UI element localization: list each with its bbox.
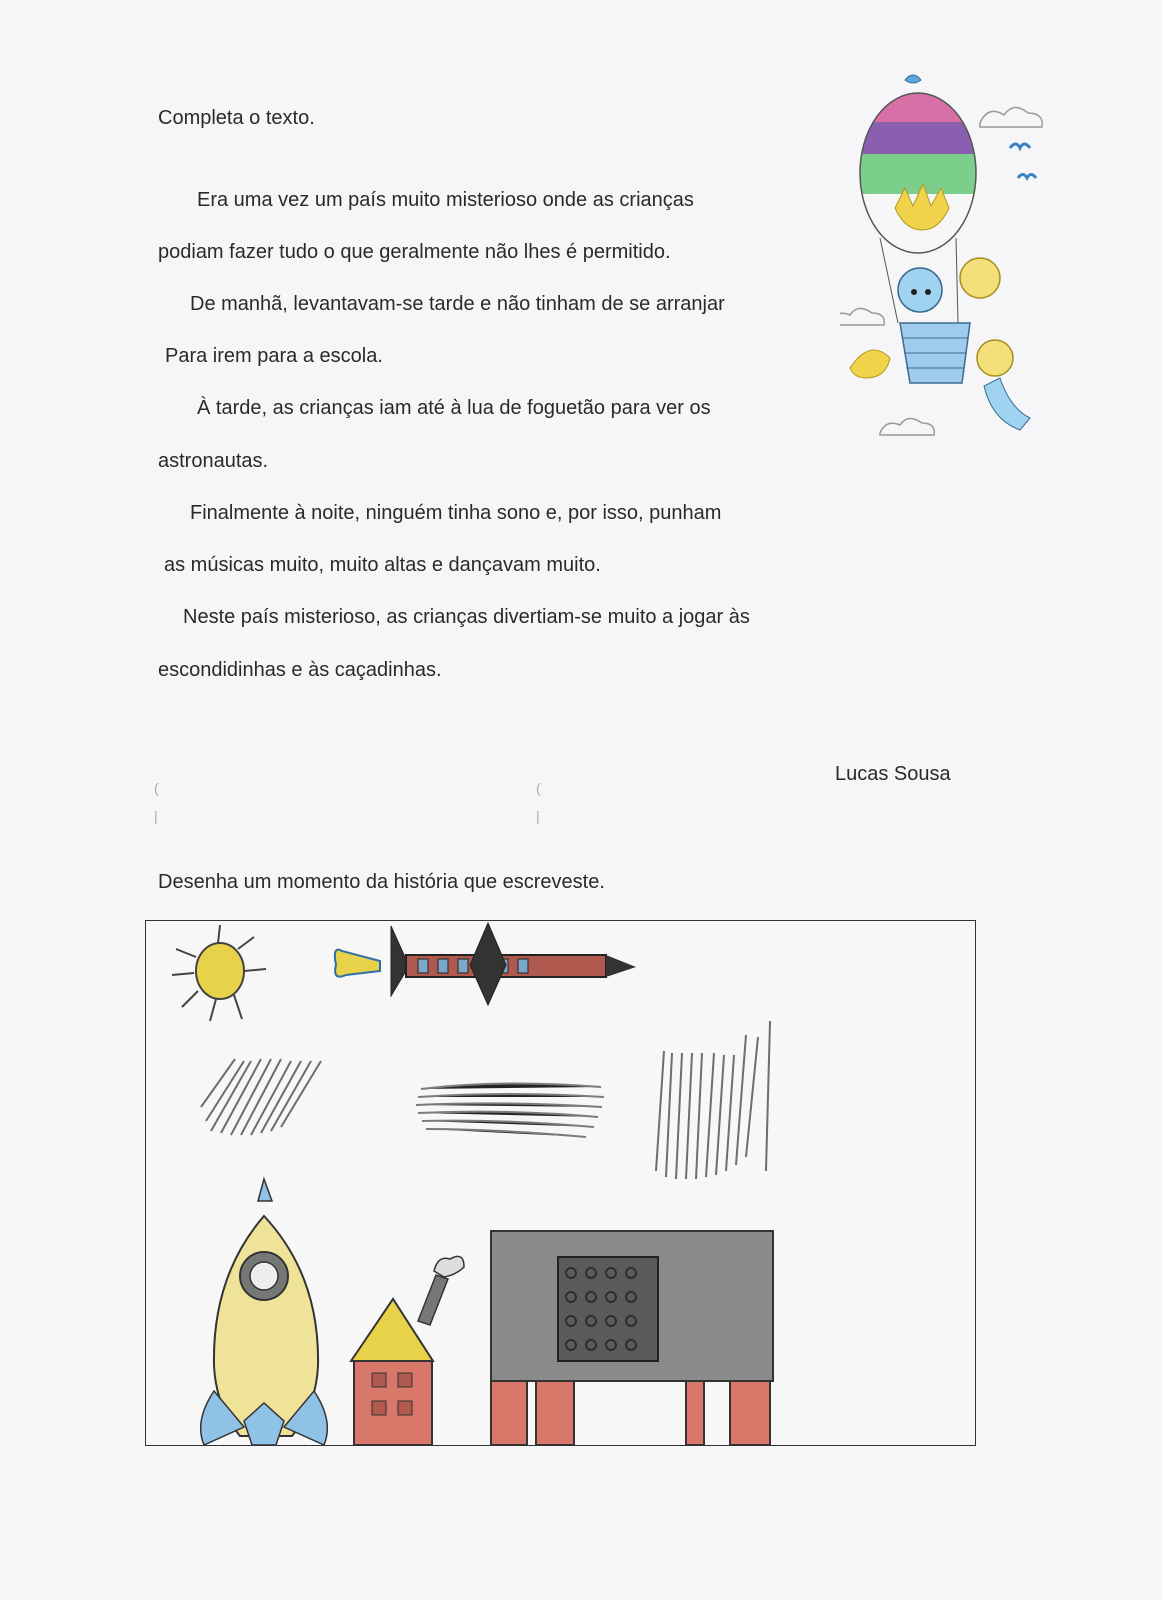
building-with-windows [491, 1231, 773, 1445]
pencil-mark: | [536, 808, 540, 824]
dark-cloud [201, 1059, 321, 1135]
dark-cloud [656, 1021, 770, 1179]
story-line: Era uma vez um país muito misterioso onde as crianças [197, 189, 694, 211]
sun-icon [172, 925, 266, 1021]
dark-cloud [416, 1083, 604, 1137]
story-line: escondidinhas e às caçadinhas. [158, 659, 442, 681]
house [351, 1256, 464, 1445]
hot-air-balloon-illustration [840, 68, 1080, 468]
story-line: Neste país misterioso, as crianças divertiam-se muito a jogar às [183, 606, 750, 628]
drawing-box [145, 920, 976, 1446]
story-line: De manhã, levantavam-se tarde e não tinham de se arranjar [190, 293, 725, 315]
story-line: À tarde, as crianças iam até à lua de foguetão para ver os [197, 397, 711, 419]
pencil-mark: ( [536, 780, 541, 796]
airplane [335, 923, 636, 1005]
drawing-instruction: Desenha um momento da história que escreveste. [158, 871, 605, 893]
pencil-mark: | [154, 808, 158, 824]
story-line: podiam fazer tudo o que geralmente não lhes é permitido. [158, 241, 671, 263]
instruction-text: Completa o texto. [158, 107, 315, 129]
rocket [201, 1179, 328, 1445]
story-line: astronautas. [158, 450, 269, 472]
author-name: Lucas Sousa [835, 763, 951, 785]
story-line: as músicas muito, muito altas e dançavam muito. [164, 554, 601, 576]
story-line: Finalmente à noite, ninguém tinha sono e, por isso, punham [190, 502, 722, 524]
pencil-mark: ( [154, 780, 159, 796]
story-line: Para irem para a escola. [165, 345, 383, 367]
